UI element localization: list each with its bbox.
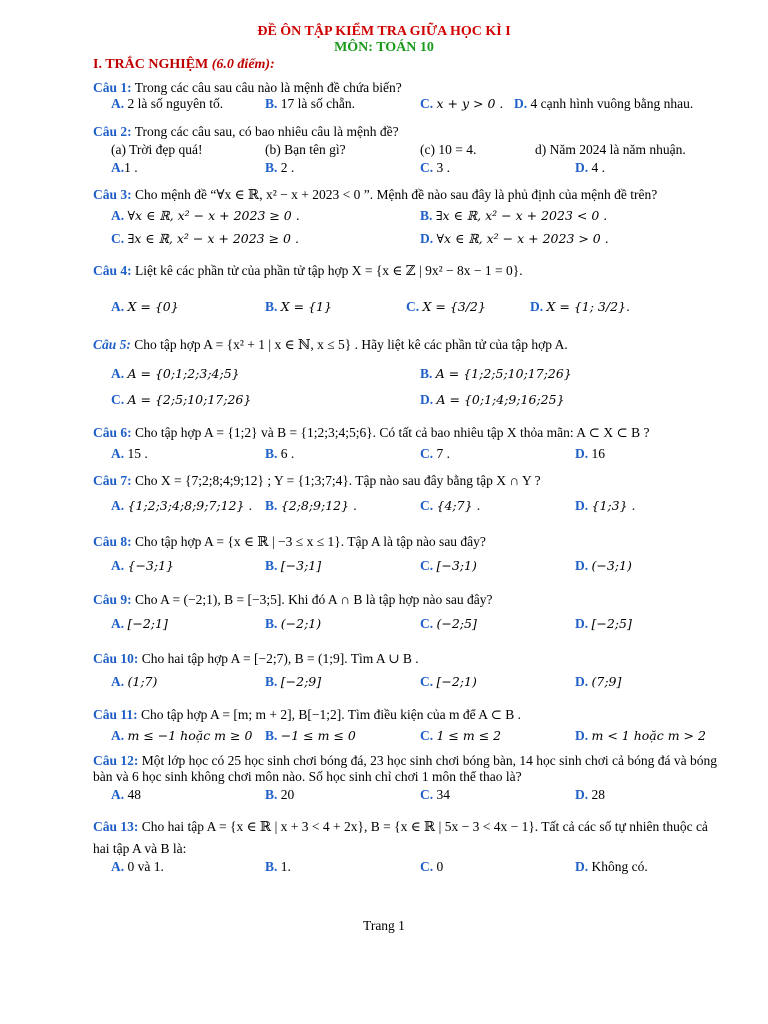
question-6: Câu 6: Cho tập hợp A = {1;2} và B = {1;2;3;4;5;6}. Có tất cả bao nhiêu tập X thỏa mãn: A ⊂ X ⊂ B ?	[93, 425, 650, 440]
option-d[interactable]: D. 28	[575, 787, 605, 802]
question-label: Câu 1:	[93, 80, 132, 95]
question-7: Câu 7: Cho X = {7;2;8;4;9;12} ; Y = {1;3;7;4}. Tập nào sau đây bằng tập X ∩ Y ?	[93, 473, 541, 488]
option-d[interactable]: D. 4 cạnh hình vuông bằng nhau.	[514, 96, 694, 111]
option-a[interactable]: A. {−3;1}	[111, 558, 174, 573]
option-a[interactable]: A. X = {0}	[111, 299, 179, 314]
option-d[interactable]: D. [−2;5]	[575, 616, 632, 631]
question-9: Câu 9: Cho A = (−2;1), B = [−3;5]. Khi đó A ∩ B là tập hợp nào sau đây?	[93, 592, 493, 607]
section-title	[93, 57, 275, 73]
option-c[interactable]: C. X = {3/2}	[406, 299, 486, 314]
option-d[interactable]: D. 16	[575, 446, 605, 461]
option-d[interactable]: D. ∀x ∈ ℝ, x² − x + 2023 > 0 .	[420, 231, 609, 246]
option-c[interactable]: C. ∃x ∈ ℝ, x² − x + 2023 ≥ 0 .	[111, 231, 299, 246]
option-d[interactable]: D. X = {1; 3/2}.	[530, 299, 630, 314]
option-d[interactable]: D. (−3;1)	[575, 558, 632, 573]
option-a[interactable]: A. 0 và 1.	[111, 859, 164, 874]
option-b[interactable]: B. {2;8;9;12} .	[265, 498, 358, 513]
option-b[interactable]: B. −1 ≤ m ≤ 0	[265, 728, 356, 743]
option-a[interactable]: A. 48	[111, 787, 141, 802]
option-b[interactable]: B. [−2;9]	[265, 674, 322, 689]
option-a[interactable]: A.1 .	[111, 160, 138, 175]
option-b[interactable]: B. [−3;1]	[265, 558, 322, 573]
statement-d: d) Năm 2024 là năm nhuận.	[535, 142, 686, 157]
option-b[interactable]: B. (−2;1)	[265, 616, 322, 631]
question-13: Câu 13: Cho hai tập A = {x ∈ ℝ | x + 3 < 4 + 2x}, B = {x ∈ ℝ | 5x − 3 < 4x − 1}. Tất cả các số tự nhiên thuộc cả hai tập A và B là:	[93, 819, 708, 856]
option-c[interactable]: C. x + y > 0 .	[420, 96, 504, 111]
option-c[interactable]: C. [−2;1)	[420, 674, 477, 689]
option-a[interactable]: A. A = {0;1;2;3;4;5}	[111, 366, 240, 381]
question-10: Câu 10: Cho hai tập hợp A = [−2;7), B = (1;9]. Tìm A ∪ B .	[93, 651, 419, 666]
question-3: Câu 3: Cho mệnh đề “∀x ∈ ℝ, x² − x + 2023 < 0 ”. Mệnh đề nào sau đây là phủ định của mệnh đề trên?	[93, 187, 658, 202]
option-a[interactable]: A. [−2;1]	[111, 616, 168, 631]
subject-title: MÔN: TOÁN 10	[334, 40, 434, 55]
option-b[interactable]: B. 6 .	[265, 446, 295, 461]
option-d[interactable]: D. (7;9]	[575, 674, 622, 689]
option-a[interactable]: A. 2 là số nguyên tố.	[111, 96, 224, 111]
option-a[interactable]: A. m ≤ −1 hoặc m ≥ 0	[111, 728, 253, 743]
option-b[interactable]: B. ∃x ∈ ℝ, x² − x + 2023 < 0 .	[420, 208, 608, 223]
option-b[interactable]: B. A = {1;2;5;10;17;26}	[420, 366, 572, 381]
question-12: Câu 12: Một lớp học có 25 học sinh chơi bóng đá, 23 học sinh chơi bóng bàn, 14 học sinh chơi cả bóng đá và bóng bàn và 6 học sinh không chơi môn nào. Số học sinh chỉ chơi 1 môn thể thao là?	[93, 753, 717, 784]
option-b[interactable]: B. 17 là số chẵn.	[265, 96, 355, 111]
option-c[interactable]: C. A = {2;5;10;17;26}	[111, 392, 252, 407]
option-b[interactable]: B. X = {1}	[265, 299, 332, 314]
section-title-text: I. TRẮC NGHIỆM	[93, 57, 209, 72]
question-4: Câu 4: Liệt kê các phần tử của phần tử tập hợp X = {x ∈ ℤ | 9x² − 8x − 1 = 0}.	[93, 263, 523, 278]
option-c[interactable]: C. {4;7} .	[420, 498, 481, 513]
option-a[interactable]: A. ∀x ∈ ℝ, x² − x + 2023 ≥ 0 .	[111, 208, 300, 223]
option-b[interactable]: B. 1.	[265, 859, 291, 874]
statement-b: (b) Bạn tên gì?	[265, 142, 346, 157]
page-title: ĐỀ ÔN TẬP KIỂM TRA GIỮA HỌC KÌ I	[257, 24, 511, 39]
statement-c: (c) 10 = 4.	[420, 142, 477, 157]
option-c[interactable]: C. (−2;5]	[420, 616, 477, 631]
question-8: Câu 8: Cho tập hợp A = {x ∈ ℝ | −3 ≤ x ≤ 1}. Tập A là tập nào sau đây?	[93, 534, 486, 549]
option-c[interactable]: C. 7 .	[420, 446, 450, 461]
option-a[interactable]: A. (1;7)	[111, 674, 158, 689]
option-d[interactable]: D. 4 .	[575, 160, 605, 175]
question-1	[93, 80, 402, 96]
question-5: Câu 5: Cho tập hợp A = {x² + 1 | x ∈ ℕ, x ≤ 5} . Hãy liệt kê các phần tử của tập hợp A.	[93, 337, 568, 352]
option-d[interactable]: D. m < 1 hoặc m > 2	[575, 728, 706, 743]
question-11: Câu 11: Cho tập hợp A = [m; m + 2], B[−1;2]. Tìm điều kiện của m để A ⊂ B .	[93, 707, 522, 722]
question-2: Câu 2: Trong các câu sau, có bao nhiêu câu là mệnh đề?	[93, 124, 399, 139]
option-c[interactable]: C. 3 .	[420, 160, 450, 175]
option-a[interactable]: A. 15 .	[111, 446, 148, 461]
question-text: Trong các câu sau câu nào là mệnh đề chứa biến?	[134, 80, 402, 95]
option-d[interactable]: D. {1;3} .	[575, 498, 636, 513]
option-c[interactable]: C. 0	[420, 859, 444, 874]
option-c[interactable]: C. 1 ≤ m ≤ 2	[420, 728, 502, 743]
option-b[interactable]: B. 2 .	[265, 160, 295, 175]
page-number: Trang 1	[363, 918, 405, 933]
section-points: (6.0 điểm):	[211, 57, 275, 72]
option-a[interactable]: A. {1;2;3;4;8;9;7;12} .	[111, 498, 253, 513]
statement-a: (a) Trời đẹp quá!	[111, 142, 203, 157]
option-c[interactable]: C. 34	[420, 787, 450, 802]
option-d[interactable]: D. Không có.	[575, 859, 648, 874]
option-d[interactable]: D. A = {0;1;4;9;16;25}	[420, 392, 565, 407]
option-b[interactable]: B. 20	[265, 787, 295, 802]
option-c[interactable]: C. [−3;1)	[420, 558, 477, 573]
